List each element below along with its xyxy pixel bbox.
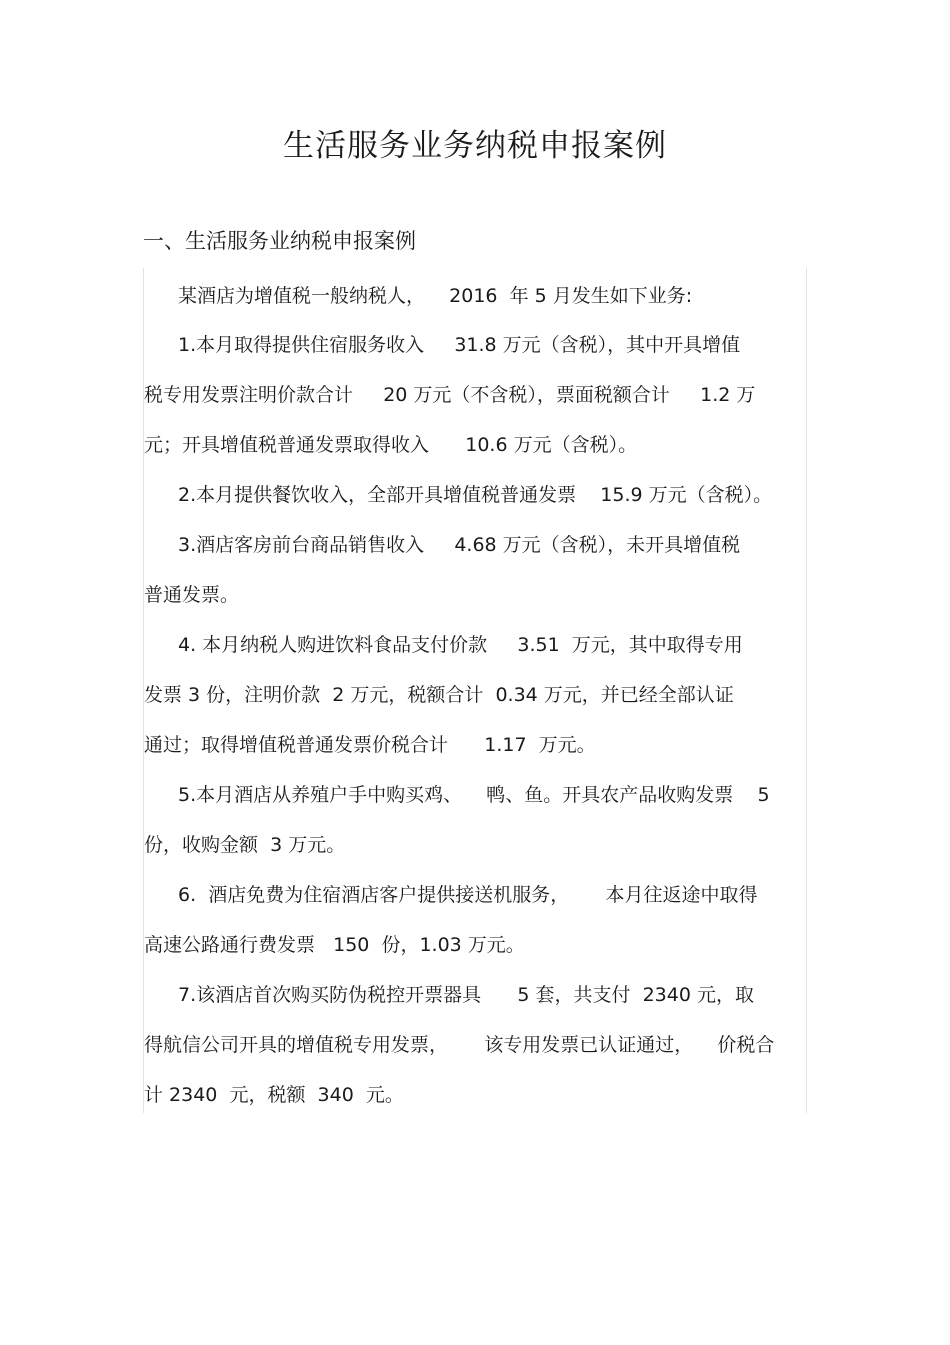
paragraph-line: 计 2340 元，税额 340 元。 xyxy=(144,1084,404,1106)
paragraph-line: 5.本月酒店从养殖户手中购买鸡、 鸭、鱼。开具农产品收购发票 5 xyxy=(178,784,770,806)
paragraph-line: 2.本月提供餐饮收入，全部开具增值税普通发票 15.9 万元（含税）。 xyxy=(178,484,773,506)
paragraph-line: 4. 本月纳税人购进饮料食品支付价款 3.51 万元，其中取得专用 xyxy=(178,634,743,656)
paragraph-line: 得航信公司开具的增值税专用发票， 该专用发票已认证通过， 价税合 xyxy=(144,1034,775,1056)
paragraph-line: 通过；取得增值税普通发票价税合计 1.17 万元。 xyxy=(144,734,596,756)
paragraph-line: 高速公路通行费发票 150 份，1.03 万元。 xyxy=(144,934,525,956)
paragraph-line: 6. 酒店免费为住宿酒店客户提供接送机服务， 本月往返途中取得 xyxy=(178,884,758,906)
paragraph-line: 1.本月取得提供住宿服务收入 31.8 万元（含税），其中开具增值 xyxy=(178,334,741,356)
paragraph-line: 普通发票。 xyxy=(144,584,240,606)
paragraph-line: 份，收购金额 3 万元。 xyxy=(144,834,346,856)
paragraph-line: 3.酒店客房前台商品销售收入 4.68 万元（含税），未开具增值税 xyxy=(178,534,741,556)
paragraph-line: 7.该酒店首次购买防伪税控开票器具 5 套，共支付 2340 元，取 xyxy=(178,984,754,1006)
content-box xyxy=(143,268,807,1113)
paragraph-line: 发票 3 份，注明价款 2 万元，税额合计 0.34 万元，并已经全部认证 xyxy=(144,684,734,706)
page-title: 生活服务业务纳税申报案例 xyxy=(283,128,667,164)
section-heading: 一、生活服务业纳税申报案例 xyxy=(143,229,416,253)
paragraph-line: 某酒店为增值税一般纳税人， 2016 年 5 月发生如下业务: xyxy=(178,285,693,307)
paragraph-line: 元；开具增值税普通发票取得收入 10.6 万元（含税）。 xyxy=(144,434,638,456)
paragraph-line: 税专用发票注明价款合计 20 万元（不含税），票面税额合计 1.2 万 xyxy=(144,384,756,406)
